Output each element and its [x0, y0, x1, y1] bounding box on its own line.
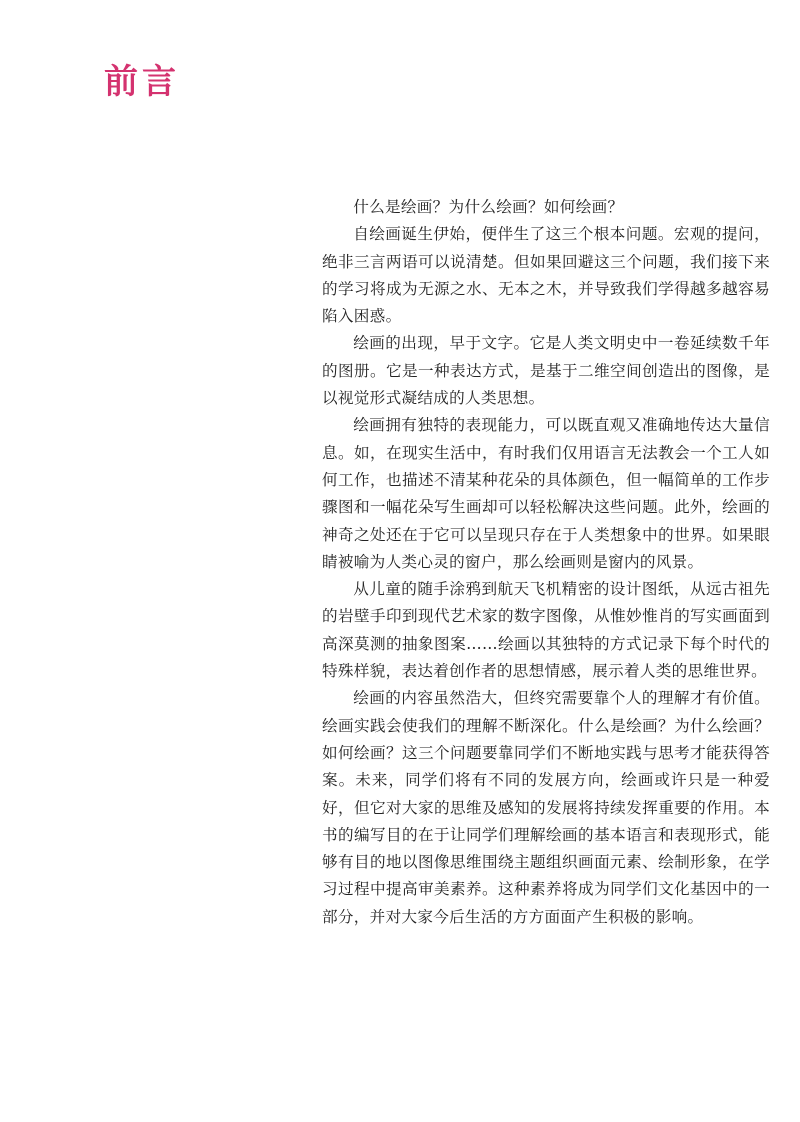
- page-title: 前言: [104, 62, 180, 102]
- paragraph-4: 绘画拥有独特的表现能力，可以既直观又准确地传达大量信息。如，在现实生活中，有时我们仅用语言无法教会一个工人如何工作，也描述不清某种花朵的具体颜色，但一幅简单的工作步骤图和一幅花朵写生画却可以轻松解决这些问题。此外，绘画的神奇之处还在于它可以呈现只存在于人类想象中的世界。如果眼睛被喻为人类心灵的窗户，那么绘画则是窗内的风景。: [322, 416, 770, 571]
- paragraph-5: 从儿童的随手涂鸦到航天飞机精密的设计图纸，从远古祖先的岩壁手印到现代艺术家的数字图像，从惟妙惟肖的写实画面到高深莫测的抽象图案……绘画以其独特的方式记录下每个时代的特殊样貌，表达着创作者的思想情感，展示着人类的思维世界。: [322, 580, 770, 681]
- preface-body: [322, 194, 770, 931]
- paragraph-2: 自绘画诞生伊始，便伴生了这三个根本问题。宏观的提问，绝非三言两语可以说清楚。但如果回避这三个问题，我们接下来的学习将成为无源之水、无本之木，并导致我们学得越多越容易陷入困惑。: [322, 225, 770, 326]
- paragraph-1: 什么是绘画？为什么绘画？如何绘画？: [353, 198, 624, 216]
- paragraph-3: 绘画的出现，早于文字。它是人类文明史中一卷延续数千年的图册。它是一种表达方式，是基于二维空间创造出的图像，是以视觉形式凝结成的人类思想。: [322, 334, 770, 408]
- paragraph-6: 绘画的内容虽然浩大，但终究需要靠个人的理解才有价值。绘画实践会使我们的理解不断深化。什么是绘画？为什么绘画？如何绘画？这三个问题要靠同学们不断地实践与思考才能获得答案。未来，同学们将有不同的发展方向，绘画或许只是一种爱好，但它对大家的思维及感知的发展将持续发挥重要的作用。本书的编写目的在于让同学们理解绘画的基本语言和表现形式，能够有目的地以图像思维围绕主题组织画面元素、绘制形象，在学习过程中提高审美素养。这种素养将成为同学们文化基因中的一部分，并对大家今后生活的方方面面产生积极的影响。: [322, 689, 770, 926]
